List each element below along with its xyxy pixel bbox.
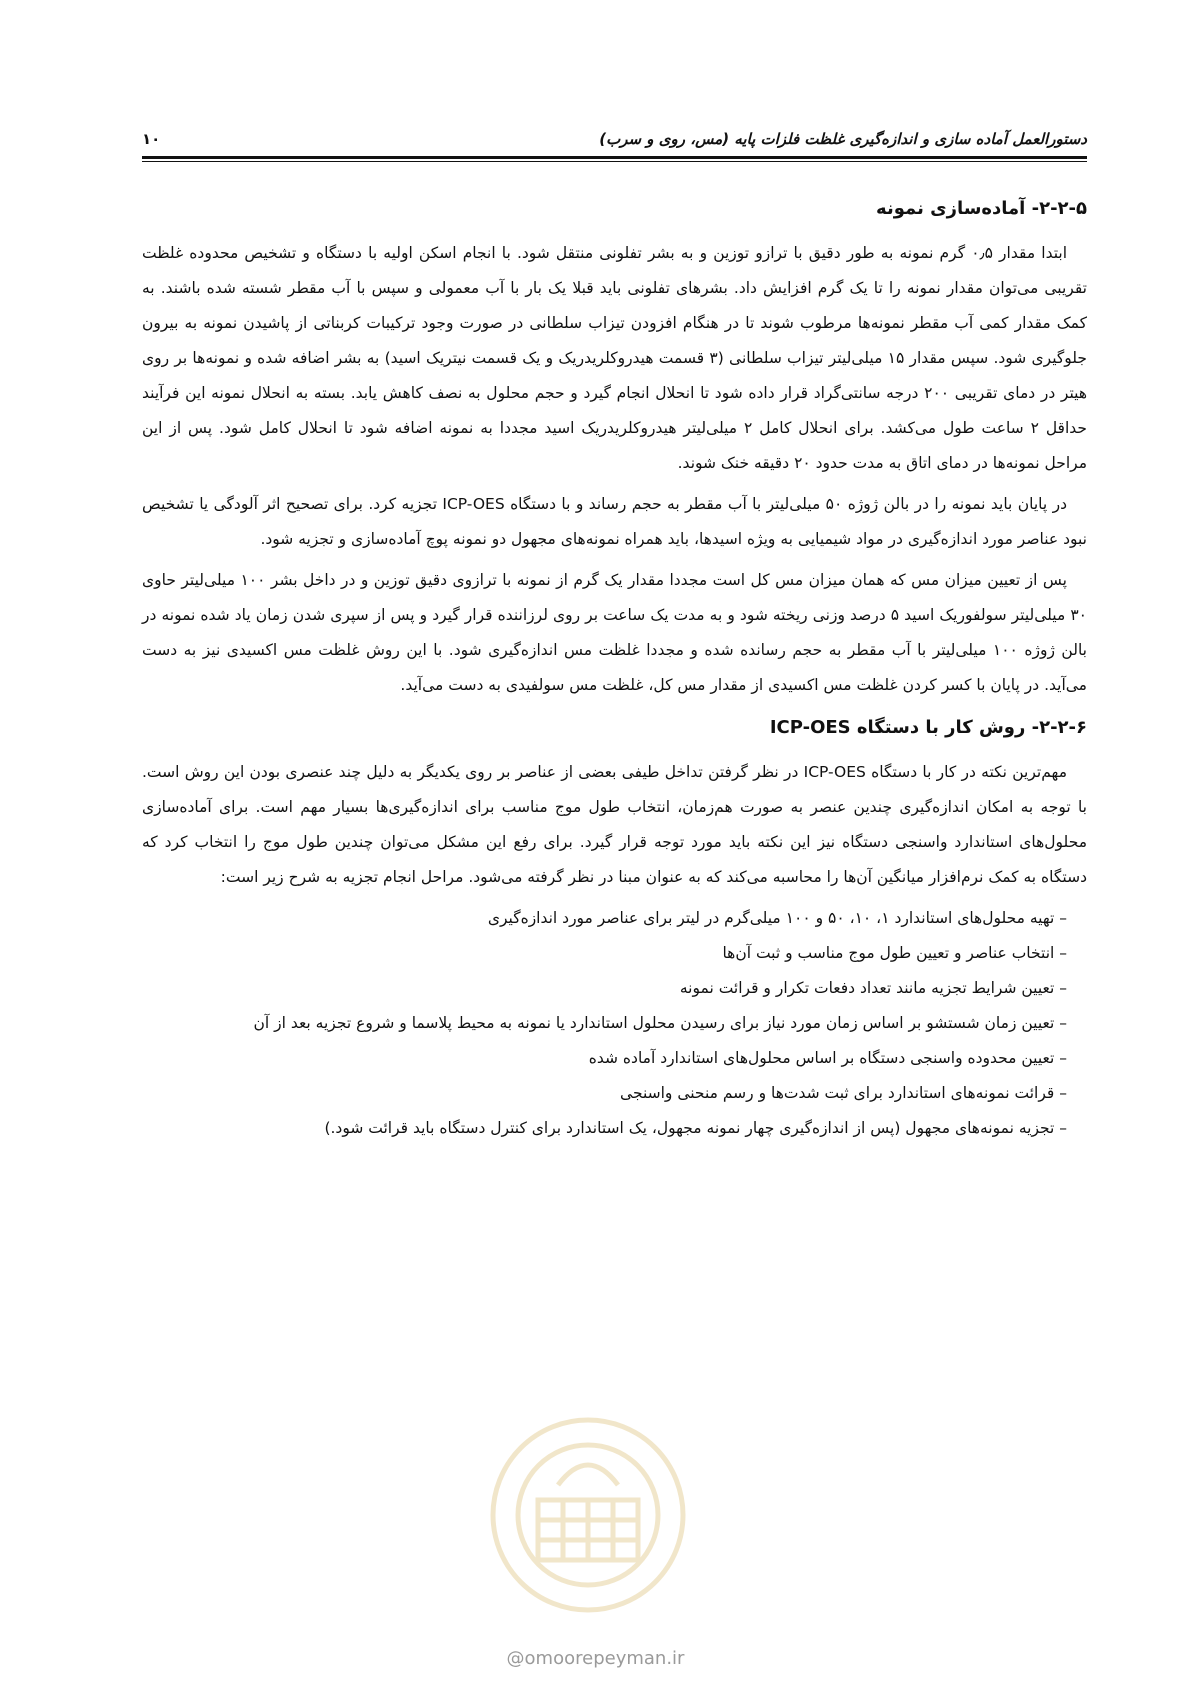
- list-item: – تعیین محدوده واسنجی دستگاه بر اساس محلول‌های استاندارد آماده شده: [588, 1049, 1067, 1067]
- list-item: – انتخاب عناصر و تعیین طول موج مناسب و ثبت آن‌ها: [722, 944, 1067, 962]
- running-title: دستورالعمل آماده سازی و اندازه‌گیری غلظت فلزات پایه (مس، روی و سرب): [599, 130, 1087, 148]
- header-rule-thick: [142, 156, 1087, 159]
- steps-list: [142, 901, 1087, 1146]
- paragraph: ابتدا مقدار ۰٫۵ گرم نمونه به طور دقیق با ترازو توزین و به بشر تفلونی منتقل شود. با انجام اسکن اولیه با دستگاه و تشخیص محدوده غلظت تقریبی می‌توان مقدار نمونه را تا یک گرم افزایش داد. بشرهای تفلونی باید قبلا یک بار با آب معمولی و سپس با آب مقطر شسته شده باشند. به کمک مقدار کمی آب مقطر نمونه‌ها مرطوب شوند تا در هنگام افزودن تیزاب سلطانی در صورت وجود ترکیبات کربناتی از پاشیدن نمونه به بیرون جلوگیری شود. سپس مقدار ۱۵ میلی‌لیتر تیزاب سلطانی (۳ قسمت هیدروکلریدریک و یک قسمت نیتریک اسید) به بشر اضافه شده و نمونه‌ها بر روی هیتر در دمای تقریبی ۲۰۰ درجه سانتی‌گراد قرار داده شود تا انحلال انجام گیرد و حجم محلول به نصف کاهش یابد. بسته به انحلال نمونه این فرآیند حداقل ۲ ساعت طول می‌کشد. برای انحلال کامل ۲ میلی‌لیتر هیدروکلریدریک اسید مجددا به نمونه اضافه شود تا انحلال کامل شود. پس از این مراحل نمونه‌ها در دمای اتاق به مدت حدود ۲۰ دقیقه خنک شوند.: [142, 244, 1087, 472]
- header-rule-thin: [142, 161, 1087, 162]
- page-header: [142, 130, 1087, 148]
- watermark-seal-icon: [478, 1405, 698, 1645]
- list-item: – تهیه محلول‌های استاندارد ۱، ۱۰، ۵۰ و ۱۰۰ میلی‌گرم در لیتر برای عناصر مورد اندازه‌گیری: [487, 909, 1067, 927]
- page-body: [142, 184, 1087, 1146]
- paragraph: مهم‌ترین نکته در کار با دستگاه ICP-OES در نظر گرفتن تداخل طیفی بعضی از عناصر بر روی یکدیگر به دلیل چند عنصری بودن این روش است. با توجه به امکان اندازه‌گیری چندین عنصر به صورت هم‌زمان، انتخاب طول موج مناسب برای اندازه‌گیری‌ها بسیار مهم است. برای آماده‌سازی محلول‌های استاندارد واسنجی دستگاه نیز این نکته باید مورد توجه قرار گیرد. برای رفع این مشکل می‌توان چندین طول موج را انتخاب کرد که دستگاه به کمک نرم‌افزار میانگین آن‌ها را محاسبه می‌کند که به عنوان مبنا در نظر گرفته می‌شود. مراحل انجام تجزیه به شرح زیر است:: [142, 763, 1087, 886]
- paragraph: پس از تعیین میزان مس که همان میزان مس کل است مجددا مقدار یک گرم از نمونه با ترازوی دقیق توزین و در داخل بشر ۱۰۰ میلی‌لیتر حاوی ۳۰ میلی‌لیتر سولفوریک اسید ۵ درصد وزنی ریخته شود و به مدت یک ساعت بر روی لرزاننده قرار گیرد و پس از سپری شدن زمان یاد شده نمونه در بالن ژوژه ۱۰۰ میلی‌لیتر با آب مقطر به حجم رسانده شده و مجددا غلظت مس اندازه‌گیری شود. با این روش غلظت مس اکسیدی نیز به دست می‌آید. در پایان با کسر کردن غلظت مس اکسیدی از مقدار مس کل، غلظت مس سولفیدی به دست می‌آید.: [142, 571, 1087, 694]
- footer-website: @omoorepeyman.ir: [506, 1648, 685, 1669]
- paragraph: در پایان باید نمونه را در بالن ژوژه ۵۰ میلی‌لیتر با آب مقطر به حجم رساند و با دستگاه ICP-OES تجزیه کرد. برای تصحیح اثر آلودگی یا تشخیص نبود عناصر مورد اندازه‌گیری در مواد شیمیایی به ویژه اسیدها، باید همراه نمونه‌های مجهول دو نمونه پوچ آماده‌سازی و تجزیه شود.: [142, 495, 1087, 548]
- list-item: – قرائت نمونه‌های استاندارد برای ثبت شدت‌ها و رسم منحنی واسنجی: [620, 1084, 1067, 1102]
- list-item: – تعیین شرایط تجزیه مانند تعداد دفعات تکرار و قرائت نمونه: [679, 979, 1067, 997]
- page-number: ۱۰: [142, 130, 161, 148]
- list-item: – تجزیه نمونه‌های مجهول (پس از اندازه‌گیری چهار نمونه مجهول، یک استاندارد برای کنترل دستگاه باید قرائت شود.): [324, 1119, 1067, 1137]
- section-heading-sample-prep: ۲-۲-۵- آماده‌سازی نمونه: [876, 198, 1087, 219]
- list-item: – تعیین زمان شستشو بر اساس زمان مورد نیاز برای رسیدن محلول استاندارد یا نمونه به محیط پلاسما و شروع تجزیه بعد از آن: [253, 1014, 1067, 1032]
- section-heading-icp-oes: ۲-۲-۶- روش کار با دستگاه ICP-OES: [769, 717, 1087, 738]
